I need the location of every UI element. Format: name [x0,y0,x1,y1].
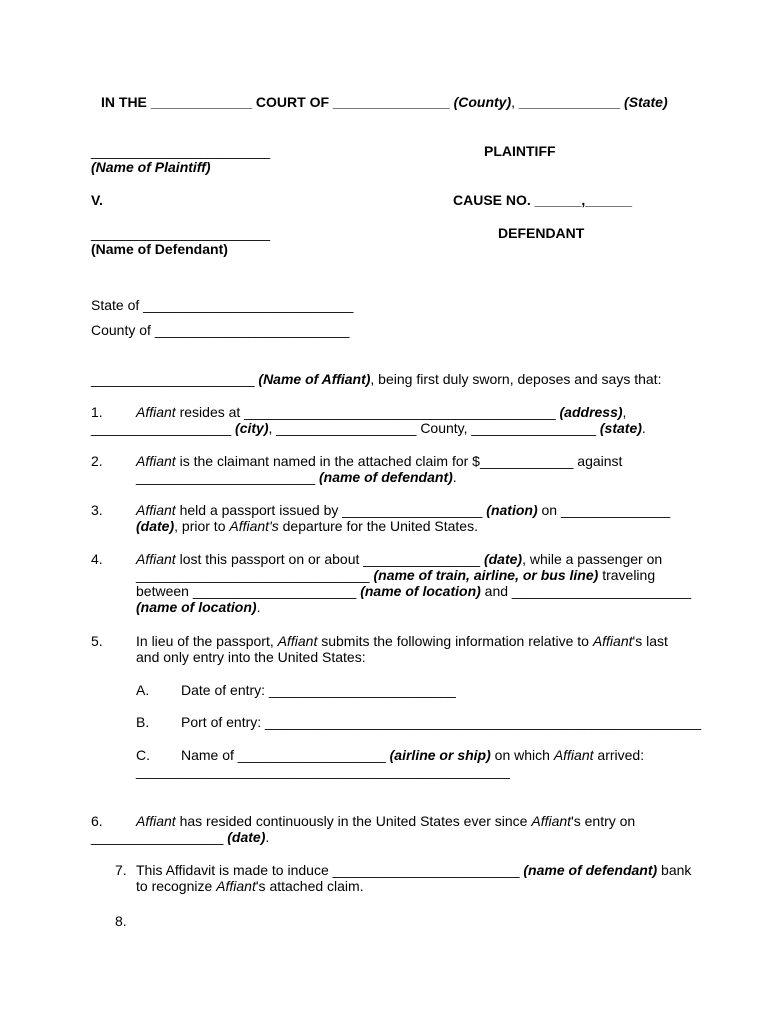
item-4-line-2: ______________________________ (name of train, airline, or bus line) traveling [136,567,656,583]
item-5b-label: B. [136,714,150,730]
defendant-label: DEFENDANT [498,225,585,241]
caption-county-blank: _______________ [332,94,450,110]
item-3-line-2: (date), prior to Affiant's departure for the United States. [136,518,478,534]
caption-court-of: COURT OF [255,94,330,110]
defendant-name-line: _______________________ [91,225,271,241]
item-8-number: 8. [115,913,127,929]
item-6-line-2: _________________ (date). [91,829,270,845]
plaintiff-name-label: (Name of Plaintiff) [91,159,211,175]
plaintiff-label: PLAINTIFF [484,143,556,159]
item-5-line-2: and only entry into the United States: [136,649,366,665]
item-7-line-2: to recognize Affiant's attached claim. [136,878,364,894]
item-4-line-4: (name of location). [136,599,261,615]
caption-county-label: (County) [453,94,512,110]
item-5c-label: C. [136,747,150,763]
item-4-line-1: Affiant lost this passport on or about _______________ (date), while a passenger on [136,551,663,567]
item-4-number: 4. [91,551,103,567]
item-7-line-1: This Affidavit is made to induce ________________________ (name of defendant) bank [136,862,692,878]
item-7-number: 7. [115,862,127,878]
county-of-line: County of _________________________ [91,322,350,338]
defendant-name-label: (Name of Defendant) [91,241,228,257]
item-3-number: 3. [91,502,103,518]
item-5a-label: A. [136,682,150,698]
versus-label: V. [91,192,103,208]
item-2-line-2: _______________________ (name of defendant). [136,469,457,485]
item-6-line-1: Affiant has resided continuously in the United States ever since Affiant's entry on [136,813,636,829]
caption-court-blank: _____________ [150,94,253,110]
item-5-line-1: In lieu of the passport, Affiant submits the following information relative to Affiant's last [136,633,668,649]
item-4-line-3: between _____________________ (name of location) and _______________________ [136,583,691,599]
affiant-intro: _____________________ (Name of Affiant), being first duly sworn, deposes and says that: [91,371,662,387]
item-1-line-2: __________________ (city), __________________ County, ________________ (state). [91,420,646,436]
caption-state-label: (State) [624,94,668,110]
court-caption: IN THE _____________ COURT OF _______________ (County), _____________ (State) [101,94,668,110]
item-5a-date-of-entry: Date of entry: ________________________ [181,682,456,698]
item-1-line-1: Affiant resides at ________________________________________ (address), [136,404,627,420]
item-5c-carrier-name: Name of ___________________ (airline or ship) on which Affiant arrived: [181,747,645,763]
item-5-number: 5. [91,633,103,649]
item-1-number: 1. [91,404,103,420]
caption-in-the: IN THE [101,94,147,110]
caption-state-blank: _____________ [518,94,621,110]
affiant-name-label: (Name of Affiant) [258,371,371,387]
item-2-line-1: Affiant is the claimant named in the attached claim for $____________ against [136,453,623,469]
state-of-line: State of ___________________________ [91,297,354,313]
item-6-number: 6. [91,813,103,829]
cause-number: CAUSE NO. ______,______ [453,192,632,208]
item-3-line-1: Affiant held a passport issued by __________________ (nation) on ______________ [136,502,670,518]
item-5b-port-of-entry: Port of entry: ________________________________________________________ [181,714,702,730]
plaintiff-name-line: _______________________ [91,143,271,159]
item-2-number: 2. [91,453,103,469]
item-5c-blank-line: ________________________________________________ [136,763,510,779]
